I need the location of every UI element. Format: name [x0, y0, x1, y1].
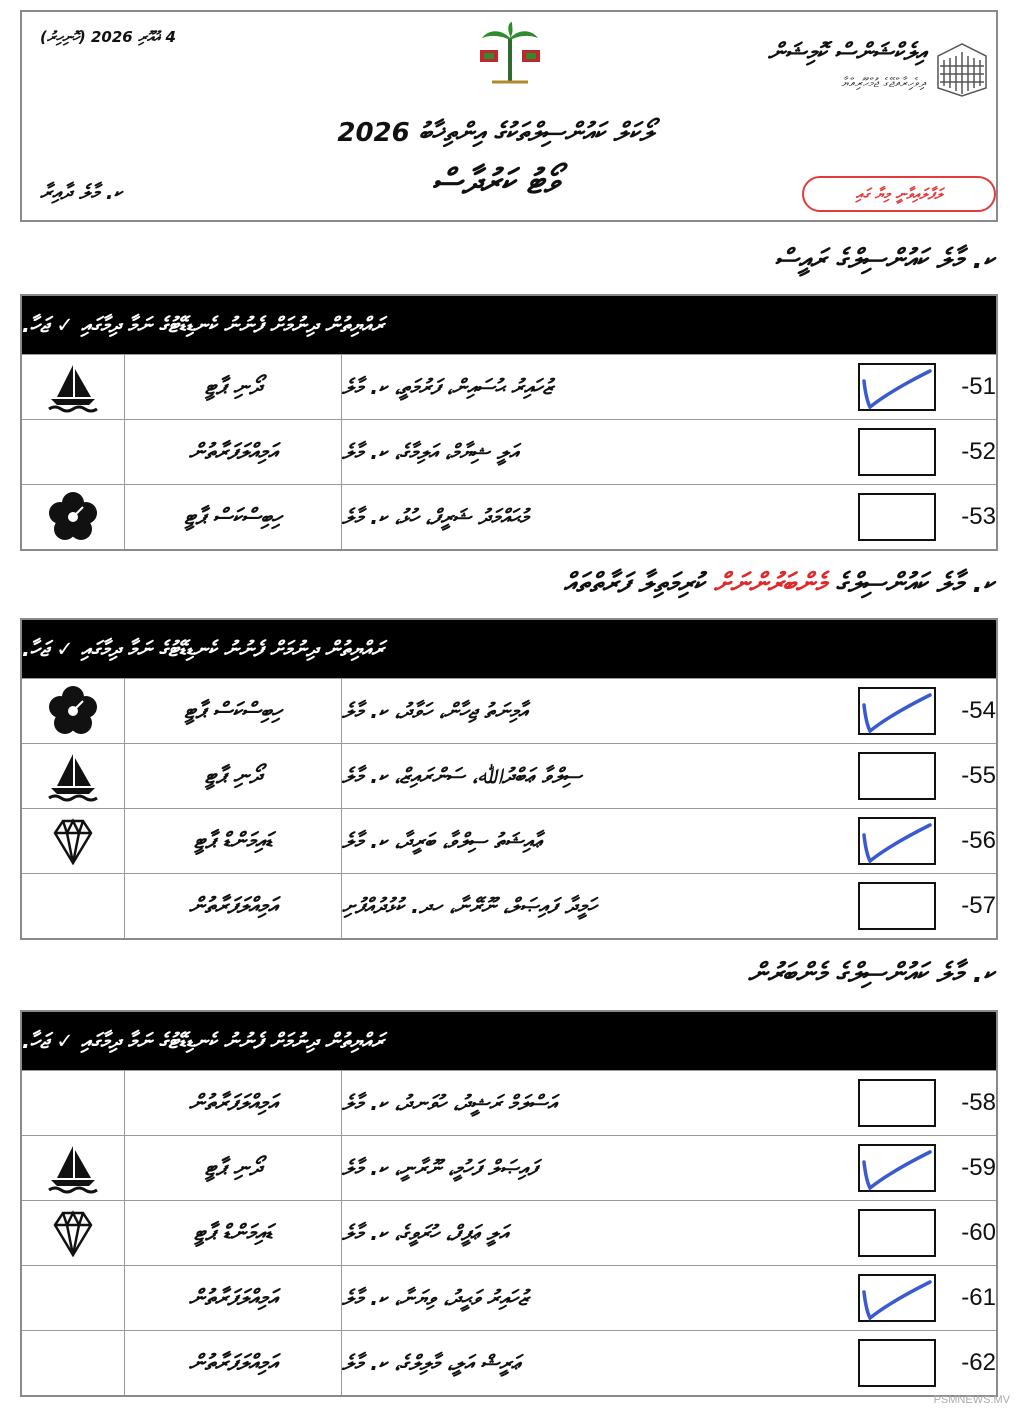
checkmark-icon — [860, 365, 938, 413]
candidate-number: 54- — [961, 697, 996, 724]
candidate-name: މުޙައްމަދު ޝަރީފް، ހުޅު، ކ. މާލެ — [342, 504, 528, 529]
section-title-highlight: މެންބަރުންނަށް — [713, 568, 827, 599]
candidate-name: އަލީ ޝިޔާމް، އަލިމާގެ، ކ. މާލެ — [342, 439, 519, 464]
vote-checkbox[interactable] — [858, 1079, 936, 1127]
organization-subtitle: ދިވެހިރާއްޖޭގެ ޖުމްހޫރިއްޔާ — [841, 76, 926, 91]
party-symbol-cell — [22, 420, 125, 484]
party-symbol-cell — [22, 1201, 125, 1265]
checkmark-icon — [860, 1276, 938, 1324]
candidate-name: ޢަރީޝް އަލީ، މާލިލްގެ، ކ. މާލެ — [342, 1350, 520, 1375]
constituency-label: ކ. މާލެ ދާއިރާ — [40, 180, 122, 204]
candidate-name: ސިލްވާ ޢަބްދުﷲ، ސަންރައިޒް، ކ. މާލެ — [342, 763, 582, 788]
ballot-subtitle: ވޯޓު ކަރުދާސް — [431, 162, 559, 202]
candidate-name: ހަމީދާ ފައިޞަލް، ނޫރޭނާ، ހދ. ކުޅުދުއްފުށި — [342, 893, 597, 918]
candidate-name: ޢާއިޝަތު ސިލްވާ، ބަރީދާ، ކ. މާލެ — [342, 828, 543, 853]
candidate-row — [22, 743, 996, 808]
section-title-text: ކ. މާލެ ކައުންސިލްގެ — [835, 568, 994, 599]
candidate-number: 51- — [961, 373, 996, 400]
section-title-members — [563, 568, 994, 600]
party-name: އަމިއްލަފަރާތުން — [125, 1071, 342, 1135]
party-symbol-cell — [22, 744, 125, 808]
party-symbol-cell — [22, 355, 125, 419]
vote-checkbox[interactable] — [858, 1209, 936, 1257]
boat-icon — [45, 1140, 101, 1196]
party-name: ހިބިސްކަސް ޕާޓީ — [125, 485, 342, 549]
candidate-row — [22, 1135, 996, 1200]
election-date: 4 ޣުއޫރި 2026 (ހޮނިހިރު) — [40, 28, 176, 46]
party-symbol-cell — [22, 1071, 125, 1135]
candidate-row — [22, 354, 996, 419]
party-symbol-cell — [22, 1266, 125, 1330]
organization-name: އިލެކްޝަންސް ކޮމިޝަން — [767, 38, 926, 66]
candidate-row — [22, 678, 996, 743]
candidate-number: 53- — [961, 503, 996, 530]
candidate-number: 62- — [961, 1349, 996, 1376]
candidate-row — [22, 1265, 996, 1330]
section-title-text: ކ. މާލެ ކައުންސިލްގެ މެންބަރުން — [747, 958, 994, 989]
party-name: ދޯނި ޕާޓީ — [125, 1136, 342, 1200]
ballot-instruction: ރައްޔިތުން ދިނުމަށް ފެނުނު ކެނޑިޑޭޓުގެ ނަމާ ދިމާގައި ✓ ޖަހާ. — [22, 296, 996, 354]
party-symbol-cell — [22, 679, 125, 743]
vote-checkbox[interactable] — [858, 752, 936, 800]
candidate-number: 59- — [961, 1154, 996, 1181]
state-emblem-icon — [472, 20, 548, 96]
candidate-row — [22, 419, 996, 484]
boat-icon — [45, 359, 101, 415]
section-title-text: ކ. މާލެ ކައުންސިލްގެ ރައީސް — [774, 244, 994, 275]
checkmark-icon — [860, 689, 938, 737]
checkmark-icon — [860, 819, 938, 867]
ballot-table-president — [20, 294, 998, 551]
ballot-instruction: ރައްޔިތުން ދިނުމަށް ފެނުނު ކެނޑިޑޭޓުގެ ނަމާ ދިމާގައި ✓ ޖަހާ. — [22, 1012, 996, 1070]
candidate-name: ޒުހައިރު ވަޙީދު، ވިޔަނާ، ކ. މާލެ — [342, 1285, 529, 1310]
party-name: ދޯނި ޕާޓީ — [125, 744, 342, 808]
candidate-number: 58- — [961, 1089, 996, 1116]
party-name: ދޯނި ޕާޓީ — [125, 355, 342, 419]
party-symbol-cell — [22, 485, 125, 549]
boat-icon — [45, 748, 101, 804]
vote-checkbox[interactable] — [858, 493, 936, 541]
ballot-table-council-members — [20, 1010, 998, 1397]
party-name: ޑައިމަންޑް ޕާޓީ — [125, 809, 342, 873]
candidate-row — [22, 873, 996, 938]
vote-checkbox[interactable] — [858, 428, 936, 476]
diamond-icon — [45, 1205, 101, 1261]
candidate-name: އާމިނަތު ޖިހާން، ހަވާދު، ކ. މާލެ — [342, 698, 528, 723]
candidate-name: ފައިޞަލް ފަހުމީ، ނޫރާނީ، ކ. މާލެ — [342, 1155, 538, 1180]
candidate-number: 57- — [961, 892, 996, 919]
party-name: އަމިއްލަފަރާތުން — [125, 420, 342, 484]
party-symbol-cell — [22, 1331, 125, 1395]
ballot-title: ލޯކަލް ކައުންސިލްތަކުގެ އިންތިޚާބު 2026 — [337, 118, 653, 148]
candidate-row — [22, 1070, 996, 1135]
hibiscus-icon — [45, 683, 101, 739]
candidate-row — [22, 1330, 996, 1395]
party-symbol-cell — [22, 874, 125, 938]
candidate-name: އަސްލަމް ރަޝީދު، ހުވަނދު، ކ. މާލެ — [342, 1090, 557, 1115]
sample-ballot-badge: ލަފާލައިވާނީ މިޔާ ގައި — [802, 176, 996, 212]
candidate-row — [22, 808, 996, 873]
candidate-row — [22, 484, 996, 549]
vote-checkbox[interactable] — [858, 1274, 936, 1322]
candidate-number: 61- — [961, 1284, 996, 1311]
party-name: އަމިއްލަފަރާތުން — [125, 1266, 342, 1330]
candidate-number: 60- — [961, 1219, 996, 1246]
vote-checkbox[interactable] — [858, 1144, 936, 1192]
vote-checkbox[interactable] — [858, 817, 936, 865]
candidate-name: ޒުހައިރު ޙުސައިން، ފަރުމަތީ، ކ. މާލެ — [342, 374, 553, 399]
section-title-president — [775, 244, 994, 276]
vote-checkbox[interactable] — [858, 363, 936, 411]
ballot-instruction: ރައްޔިތުން ދިނުމަށް ފެނުނު ކެނޑިޑޭޓުގެ ނަމާ ދިމާގައި ✓ ޖަހާ. — [22, 620, 996, 678]
vote-checkbox[interactable] — [858, 882, 936, 930]
candidate-number: 52- — [961, 438, 996, 465]
party-symbol-cell — [22, 809, 125, 873]
party-name: އަމިއްލަފަރާތުން — [125, 1331, 342, 1395]
section-title-rest: ކުރިމަތިލާ ފަރާތްތައް — [563, 568, 705, 599]
vote-checkbox[interactable] — [858, 687, 936, 735]
party-name: ޑައިމަންޑް ޕާޓީ — [125, 1201, 342, 1265]
diamond-icon — [45, 813, 101, 869]
election-commission-logo-icon — [930, 36, 994, 100]
party-name: އަމިއްލަފަރާތުން — [125, 874, 342, 938]
party-name: ހިބިސްކަސް ޕާޓީ — [125, 679, 342, 743]
candidate-row — [22, 1200, 996, 1265]
ballot-table-members — [20, 618, 998, 940]
candidate-number: 56- — [961, 827, 996, 854]
candidate-name: އަލީ ޢަފީފް، ހުރަވީގެ، ކ. މާލެ — [342, 1220, 508, 1245]
hibiscus-icon — [45, 489, 101, 545]
section-title-council-members — [748, 958, 994, 990]
candidate-number: 55- — [961, 762, 996, 789]
watermark: PSMNEWS.MV — [933, 1394, 1010, 1406]
checkmark-icon — [860, 1146, 938, 1194]
party-symbol-cell — [22, 1136, 125, 1200]
vote-checkbox[interactable] — [858, 1339, 936, 1387]
